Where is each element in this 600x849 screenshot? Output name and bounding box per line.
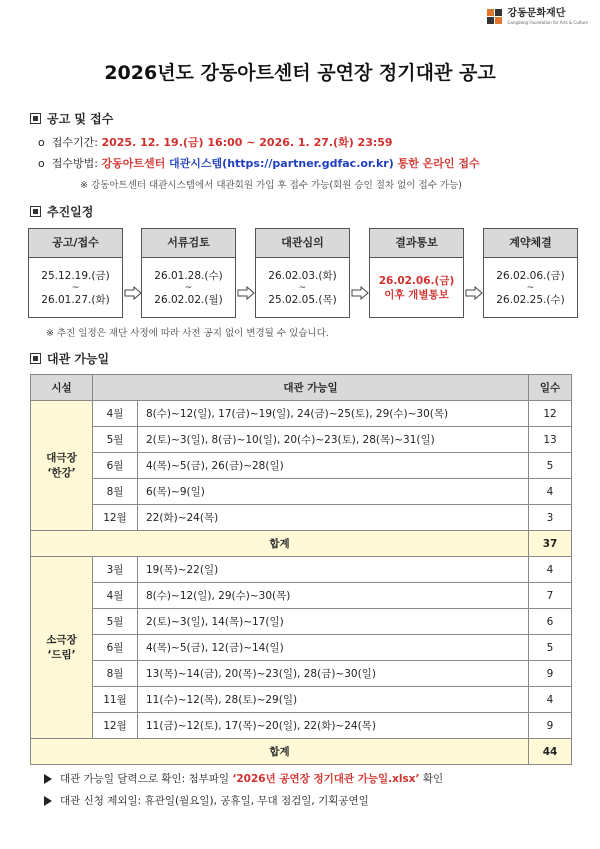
partner-system-link[interactable]: 대관시스템(https://partner.gdfac.or.kr) xyxy=(169,157,394,170)
schedule-step xyxy=(141,228,236,318)
schedule-step xyxy=(483,228,578,318)
dates-cell: 8(수)~12(일), 29(수)~30(목) xyxy=(138,583,529,609)
foundation-logo xyxy=(487,8,588,25)
footer-bullet-calendar xyxy=(44,771,443,786)
step-title: 결과통보 xyxy=(370,229,463,258)
days-cell: 3 xyxy=(529,505,572,531)
reception-period xyxy=(38,134,393,150)
dates-cell: 2(토)~3(일), 8(금)~10(일), 20(수)~23(토), 28(목)~31(일) xyxy=(138,427,529,453)
table-row xyxy=(31,505,572,531)
facility-nickname: ‘드림’ xyxy=(47,648,76,661)
days-cell: 12 xyxy=(529,401,572,427)
column-header-facility: 시설 xyxy=(31,375,93,401)
logo-name: 강동문화재단 xyxy=(507,8,566,19)
triangle-bullet-icon xyxy=(44,796,52,806)
month-cell: 4월 xyxy=(93,401,138,427)
step-result-note: 이후 개별통보 xyxy=(384,288,449,301)
facility-name: 대극장 xyxy=(46,451,77,464)
arrow-right-icon xyxy=(124,286,142,300)
method-part3: 통한 온라인 접수 xyxy=(393,157,480,170)
dates-cell: 2(토)~3(일), 14(목)~17(일) xyxy=(138,609,529,635)
month-cell: 5월 xyxy=(93,609,138,635)
days-cell: 7 xyxy=(529,583,572,609)
table-row xyxy=(31,713,572,739)
schedule-step xyxy=(28,228,123,318)
month-cell: 3월 xyxy=(93,557,138,583)
logo-subtitle: Gangdong Foundation for Arts & Culture xyxy=(507,20,588,25)
column-header-days: 일수 xyxy=(529,375,572,401)
step-date-start: 26.02.06.(금) xyxy=(378,274,455,287)
circle-bullet-icon: ο xyxy=(38,157,45,170)
table-row xyxy=(31,557,572,583)
step-date-end: 25.02.05.(목) xyxy=(268,293,337,306)
table-row xyxy=(31,687,572,713)
step-tilde: ~ xyxy=(526,282,535,293)
reception-method xyxy=(38,155,480,171)
dates-cell: 19(목)~22(일) xyxy=(138,557,529,583)
step-tilde: ~ xyxy=(184,282,193,293)
table-row xyxy=(31,427,572,453)
step-title: 대관심의 xyxy=(256,229,349,258)
logo-icon xyxy=(487,9,503,25)
method-label: 접수방법: xyxy=(51,157,102,170)
dates-cell: 11(수)~12(목), 28(토)~29(일) xyxy=(138,687,529,713)
days-cell: 4 xyxy=(529,479,572,505)
bullet-text-end: 확인 xyxy=(419,773,444,785)
square-bullet-icon xyxy=(30,353,41,364)
days-cell: 4 xyxy=(529,687,572,713)
days-cell: 4 xyxy=(529,557,572,583)
schedule-note: ※ 추진 일정은 재단 사정에 따라 사전 공지 없이 변경될 수 있습니다. xyxy=(46,328,329,339)
section-schedule-heading xyxy=(30,203,93,220)
arrow-right-icon xyxy=(465,286,483,300)
month-cell: 4월 xyxy=(93,583,138,609)
days-cell: 5 xyxy=(529,635,572,661)
square-bullet-icon xyxy=(30,113,41,124)
step-date-start: 26.02.06.(금) xyxy=(496,269,565,282)
month-cell: 12월 xyxy=(93,713,138,739)
circle-bullet-icon: ο xyxy=(38,136,45,149)
facility-large-theater xyxy=(31,401,93,531)
table-row xyxy=(31,453,572,479)
section-availability-heading xyxy=(30,350,109,367)
total-row xyxy=(31,739,572,765)
total-days: 37 xyxy=(529,531,572,557)
table-header-row xyxy=(31,375,572,401)
month-cell: 8월 xyxy=(93,479,138,505)
total-label: 합계 xyxy=(31,739,529,765)
days-cell: 13 xyxy=(529,427,572,453)
total-label: 합계 xyxy=(31,531,529,557)
step-date-end: 26.01.27.(화) xyxy=(41,293,110,306)
table-row xyxy=(31,401,572,427)
step-tilde: ~ xyxy=(71,282,80,293)
step-date-start: 26.02.03.(화) xyxy=(268,269,337,282)
reception-note: ※ 강동아트센터 대관시스템에서 대관회원 가입 후 접수 가능(회원 승인 절차 없이 접수 가능) xyxy=(80,180,462,191)
month-cell: 6월 xyxy=(93,635,138,661)
table-row xyxy=(31,479,572,505)
bullet-text: 대관 신청 제외일: 휴관일(월요일), 공휴일, 무대 점검일, 기획공연일 xyxy=(60,795,369,807)
days-cell: 5 xyxy=(529,453,572,479)
table-row xyxy=(31,583,572,609)
step-title: 공고/접수 xyxy=(29,229,122,258)
days-cell: 6 xyxy=(529,609,572,635)
days-cell: 9 xyxy=(529,713,572,739)
facility-small-theater xyxy=(31,557,93,739)
month-cell: 12월 xyxy=(93,505,138,531)
section-heading-text: 대관 가능일 xyxy=(47,352,110,366)
step-tilde: ~ xyxy=(298,282,307,293)
dates-cell: 11(금)~12(토), 17(목)~20(일), 22(화)~24(목) xyxy=(138,713,529,739)
month-cell: 6월 xyxy=(93,453,138,479)
table-row xyxy=(31,609,572,635)
arrow-right-icon xyxy=(351,286,369,300)
dates-cell: 8(수)~12(일), 17(금)~19(일), 24(금)~25(토), 29(수)~30(목) xyxy=(138,401,529,427)
footer-bullet-exclusions xyxy=(44,793,369,808)
facility-nickname: ‘한강’ xyxy=(47,466,76,479)
period-value: 2025. 12. 19.(금) 16:00 ~ 2026. 1. 27.(화) 23:59 xyxy=(101,136,393,149)
method-part1: 강동아트센터 xyxy=(101,157,170,170)
month-cell: 5월 xyxy=(93,427,138,453)
facility-name: 소극장 xyxy=(46,633,77,646)
section-heading-text: 공고 및 접수 xyxy=(47,112,114,126)
month-cell: 11월 xyxy=(93,687,138,713)
section-heading-text: 추진일정 xyxy=(47,205,94,219)
bullet-text: 대관 가능일 달력으로 확인: 첨부파일 xyxy=(60,773,233,785)
dates-cell: 4(목)~5(금), 12(금)~14(일) xyxy=(138,635,529,661)
step-date-start: 26.01.28.(수) xyxy=(154,269,223,282)
month-cell: 8월 xyxy=(93,661,138,687)
total-row xyxy=(31,531,572,557)
square-bullet-icon xyxy=(30,206,41,217)
total-days: 44 xyxy=(529,739,572,765)
dates-cell: 22(화)~24(목) xyxy=(138,505,529,531)
section-announcement-heading xyxy=(30,110,113,127)
schedule-flow xyxy=(28,228,573,318)
arrow-right-icon xyxy=(237,286,255,300)
step-title: 계약체결 xyxy=(484,229,577,258)
days-cell: 9 xyxy=(529,661,572,687)
step-date-end: 26.02.02.(월) xyxy=(154,293,223,306)
triangle-bullet-icon xyxy=(44,774,52,784)
column-header-dates: 대관 가능일 xyxy=(93,375,529,401)
step-date-start: 25.12.19.(금) xyxy=(41,269,110,282)
attachment-filename[interactable]: ‘2026년 공연장 정기대관 가능일.xlsx’ xyxy=(232,773,420,785)
period-label: 접수기간: xyxy=(51,136,102,149)
schedule-step xyxy=(255,228,350,318)
page-title: 2026년도 강동아트센터 공연장 정기대관 공고 xyxy=(104,62,496,84)
table-row xyxy=(31,635,572,661)
dates-cell: 6(목)~9(일) xyxy=(138,479,529,505)
schedule-step xyxy=(369,228,464,318)
dates-cell: 13(목)~14(금), 20(목)~23(일), 28(금)~30(일) xyxy=(138,661,529,687)
availability-table xyxy=(30,374,572,765)
step-title: 서류검토 xyxy=(142,229,235,258)
table-row xyxy=(31,661,572,687)
dates-cell: 4(목)~5(금), 26(금)~28(일) xyxy=(138,453,529,479)
step-date-end: 26.02.25.(수) xyxy=(496,293,565,306)
